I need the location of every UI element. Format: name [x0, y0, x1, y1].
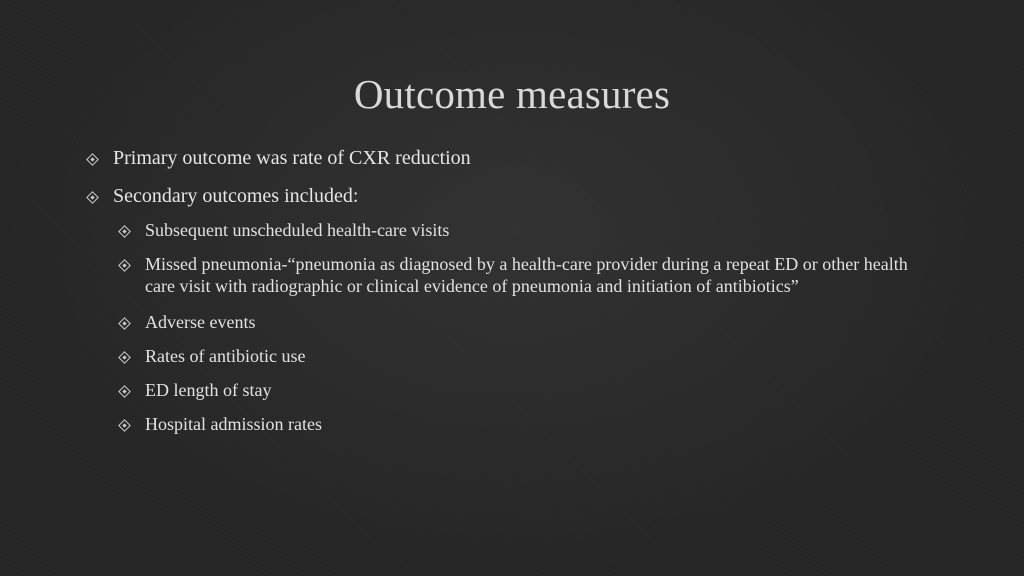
bullet-list: [88, 146, 928, 447]
diamond-bullet-icon: [118, 259, 131, 272]
sub-bullet-text: Missed pneumonia-“pneumonia as diagnosed by a health-care provider during a repeat ED or other health care visit with radiographic or clinical evidence of pneumonia and initiation of antibiotics”: [145, 254, 908, 296]
bullet-text: Secondary outcomes included:: [113, 185, 359, 207]
sub-bullet-text: ED length of stay: [145, 380, 272, 400]
bullet-text: Primary outcome was rate of CXR reduction: [113, 147, 471, 169]
bullet-secondary-outcomes: [88, 184, 928, 209]
sub-bullet-antibiotic-use: [120, 345, 928, 367]
sub-bullet-text: Adverse events: [145, 312, 256, 332]
sub-bullet-text: Hospital admission rates: [145, 414, 322, 434]
diamond-bullet-icon: [86, 191, 99, 204]
sub-bullet-missed-pneumonia: [120, 253, 928, 297]
diamond-bullet-icon: [118, 351, 131, 364]
sub-bullet-admission-rates: [120, 413, 928, 435]
diamond-bullet-icon: [118, 225, 131, 238]
sub-bullet-text: Subsequent unscheduled health-care visits: [145, 220, 450, 240]
sub-bullet-length-of-stay: [120, 379, 928, 401]
diamond-bullet-icon: [118, 385, 131, 398]
sub-bullet-unscheduled-visits: [120, 219, 928, 241]
sub-bullet-adverse-events: [120, 311, 928, 333]
diamond-bullet-icon: [86, 153, 99, 166]
bullet-primary-outcome: [88, 146, 928, 171]
diamond-bullet-icon: [118, 317, 131, 330]
diamond-bullet-icon: [118, 419, 131, 432]
slide-title: Outcome measures: [353, 71, 671, 117]
sub-bullet-text: Rates of antibiotic use: [145, 346, 306, 366]
